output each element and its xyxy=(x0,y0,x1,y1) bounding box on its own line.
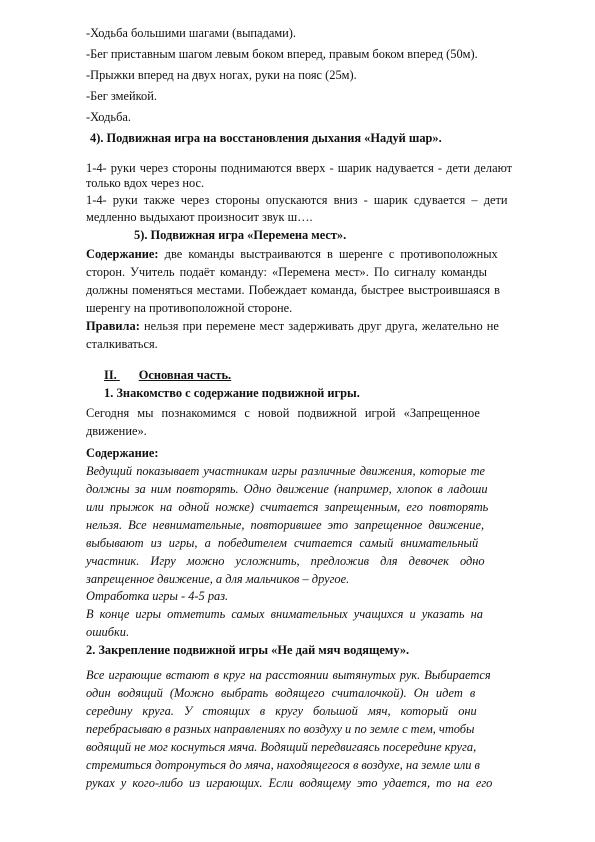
game5-rules-line-2: сталкиваться. xyxy=(86,337,158,351)
game5-content-line-1 xyxy=(86,247,498,262)
game-line-6: стремиться дотронуться до мяча, находящегося в воздухе, на земле или в xyxy=(86,758,480,772)
main-intro-line-1: Сегодня мы познакомимся с новой подвижной игрой «Запрещенное xyxy=(86,406,480,420)
game5-heading: 5). Подвижная игра «Перемена мест». xyxy=(134,228,347,242)
main-italic-line-6: участник. Игру можно усложнить, предложив для девочек одно xyxy=(86,554,485,568)
game-line-2: один водящий (Можно выбрать водящего считалочкой). Он идет в xyxy=(86,686,476,700)
main-italic-line-8: Отработка игры - 4-5 раз. xyxy=(86,589,229,603)
main-italic-line-3: или прыжок на одной ножке) считается запрещенным, его повторять xyxy=(86,500,489,514)
game4-text-line-1 xyxy=(86,161,553,176)
main-part-item-1: 1. Знакомство с содержание подвижной игры. xyxy=(104,386,360,400)
main-part-numeral: II. xyxy=(104,368,117,382)
game5-rules-line-1 xyxy=(86,319,499,334)
game5-content-label: Содержание: xyxy=(86,247,159,261)
warmup-line-2: -Бег приставным шагом левым боком вперед, правым боком вперед (50м). xyxy=(86,47,478,61)
game4-text-line-3: 1-4- руки также через стороны опускаются вниз - шарик сдувается – дети xyxy=(86,193,508,207)
warmup-line-1: -Ходьба большими шагами (выпадами). xyxy=(86,26,297,40)
main-italic-line-4: нельзя. Все невнимательные, повторившее это запрещенное движение, xyxy=(86,518,485,532)
game-line-7: руках у кого-либо из играющих. Если водящему это удается, то на его xyxy=(86,776,493,790)
main-content-label: Содержание: xyxy=(86,446,159,460)
main-intro-line-2: движение». xyxy=(86,424,147,438)
game4-heading: 4). Подвижная игра на восстановления дыхания «Надуй шар». xyxy=(90,131,442,145)
game-line-1: Все играющие встают в круг на расстоянии вытянутых рук. Выбирается xyxy=(86,668,491,682)
main-part-heading xyxy=(104,368,231,383)
game-line-5: водящий не мог коснуться мяча. Водящий передвигаясь посередине круга, xyxy=(86,740,477,754)
main-italic-line-10: ошибки. xyxy=(86,625,130,639)
game-line-3: середину круга. У стоящих в кругу большой мяч, который они xyxy=(86,704,477,718)
game4-text: 1-4- руки через стороны поднимаются вверх - шарик надувается - дети делают xyxy=(86,161,513,175)
warmup-line-5: -Ходьба. xyxy=(86,110,131,124)
game5-content-line-2: сторон. Учитель подаёт команду: «Перемена мест». По сигналу команды xyxy=(86,265,487,279)
game5-content-line-4: шеренгу на противоположной стороне. xyxy=(86,301,293,315)
main-italic-line-9: В конце игры отметить самых внимательных учащихся и указать на xyxy=(86,607,484,621)
main-italic-line-5: выбывают из игры, а победителем считается самый внимательный xyxy=(86,536,479,550)
main-part-item-2: 2. Закрепление подвижной игры «Не дай мяч водящему». xyxy=(86,643,410,657)
game-line-4: перебрасываю в разных направлениях по воздуху и по земле с тем, чтобы xyxy=(86,722,475,736)
main-part-title: Основная часть. xyxy=(138,368,232,382)
main-italic-line-1: Ведущий показывает участникам игры различные движения, которые те xyxy=(86,464,486,478)
heading-gap xyxy=(117,368,139,383)
main-italic-line-2: должны за ним повторять. Одно движение (например, хлопок в ладоши xyxy=(86,482,488,496)
main-italic-line-7: запрещенное движение, а для мальчиков – другое. xyxy=(86,572,350,586)
game5-content-line-3: должны поменяться местами. Побеждает команда, быстрее выстроившаяся в xyxy=(86,283,501,297)
game4-text-line-2: только вдох через нос. xyxy=(86,176,205,190)
game4-text-line-4: медленно выдыхают произносит звук ш…. xyxy=(86,210,313,224)
game5-rules-label: Правила: xyxy=(86,319,140,333)
warmup-line-3: -Прыжки вперед на двух ногах, руки на пояс (25м). xyxy=(86,68,357,82)
game5-rules-text: нельзя при перемене мест задерживать друг друга, желательно не xyxy=(143,319,499,333)
warmup-line-4: -Бег змейкой. xyxy=(86,89,157,103)
game5-content-text: две команды выстраиваются в шеренге с противоположных xyxy=(164,247,498,261)
